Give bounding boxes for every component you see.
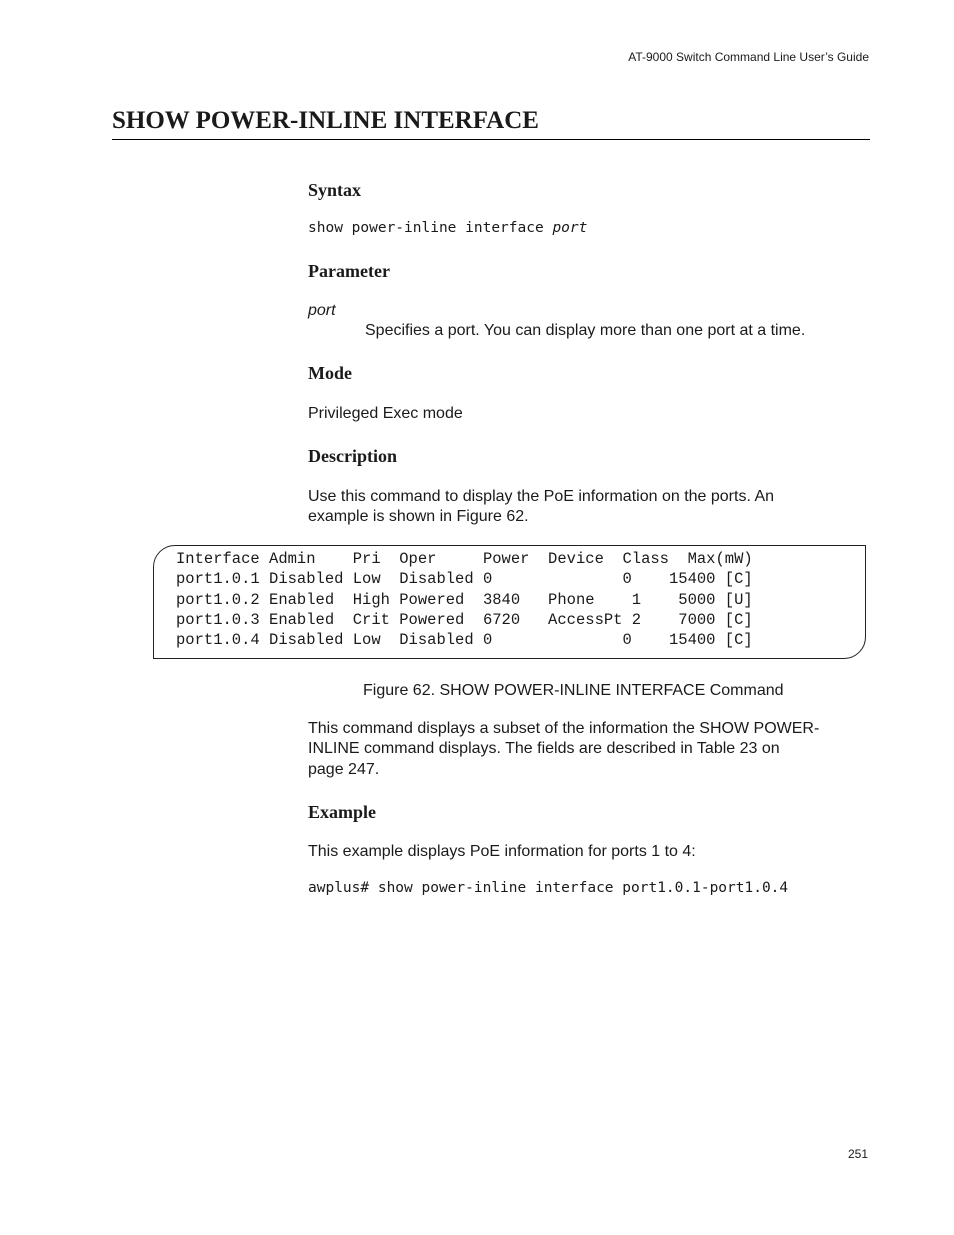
syntax-command-text: show power-inline interface bbox=[308, 220, 553, 236]
syntax-argument: port bbox=[552, 220, 588, 236]
example-text: This example displays PoE information for ports 1 to 4: bbox=[308, 843, 696, 860]
example-command: awplus# show power-inline interface port1.0.1-port1.0.4 bbox=[308, 880, 789, 896]
summary-line-2: INLINE command displays. The fields are described in Table 23 on bbox=[308, 740, 780, 757]
mode-text: Privileged Exec mode bbox=[308, 405, 463, 422]
figure-line-port3: port1.0.3 Enabled Crit Powered 6720 AccessPt 2 7000 [C] bbox=[176, 610, 753, 629]
figure-line-port4: port1.0.4 Disabled Low Disabled 0 0 15400 [C] bbox=[176, 631, 753, 650]
figure-output bbox=[176, 549, 753, 650]
page-number: 251 bbox=[847, 1147, 868, 1161]
summary-line-3: page 247. bbox=[308, 761, 380, 778]
figure-line-header: Interface Admin Pri Oper Power Device Class Max(mW) bbox=[176, 550, 753, 568]
description-line-2: example is shown in Figure 62. bbox=[308, 508, 529, 525]
running-header: AT-9000 Switch Command Line User’s Guide bbox=[628, 50, 869, 64]
title-rule bbox=[112, 139, 870, 140]
figure-line-port2: port1.0.2 Enabled High Powered 3840 Phone 1 5000 [U] bbox=[176, 590, 753, 609]
description-line-1: Use this command to display the PoE information on the ports. An bbox=[308, 488, 775, 505]
parameter-heading: Parameter bbox=[308, 261, 390, 281]
summary-line-1: This command displays a subset of the information the SHOW POWER- bbox=[308, 720, 820, 737]
parameter-name: port bbox=[308, 302, 336, 319]
figure-caption: Figure 62. SHOW POWER-INLINE INTERFACE Command bbox=[363, 682, 784, 699]
mode-heading: Mode bbox=[308, 363, 352, 383]
description-heading: Description bbox=[308, 446, 397, 466]
syntax-heading: Syntax bbox=[308, 180, 362, 200]
example-heading: Example bbox=[308, 802, 377, 822]
figure-line-port1: port1.0.1 Disabled Low Disabled 0 0 15400 [C] bbox=[176, 570, 753, 589]
parameter-description: Specifies a port. You can display more than one port at a time. bbox=[365, 322, 806, 339]
page-title: SHOW POWER-INLINE INTERFACE bbox=[112, 107, 539, 134]
syntax-command bbox=[308, 220, 587, 236]
